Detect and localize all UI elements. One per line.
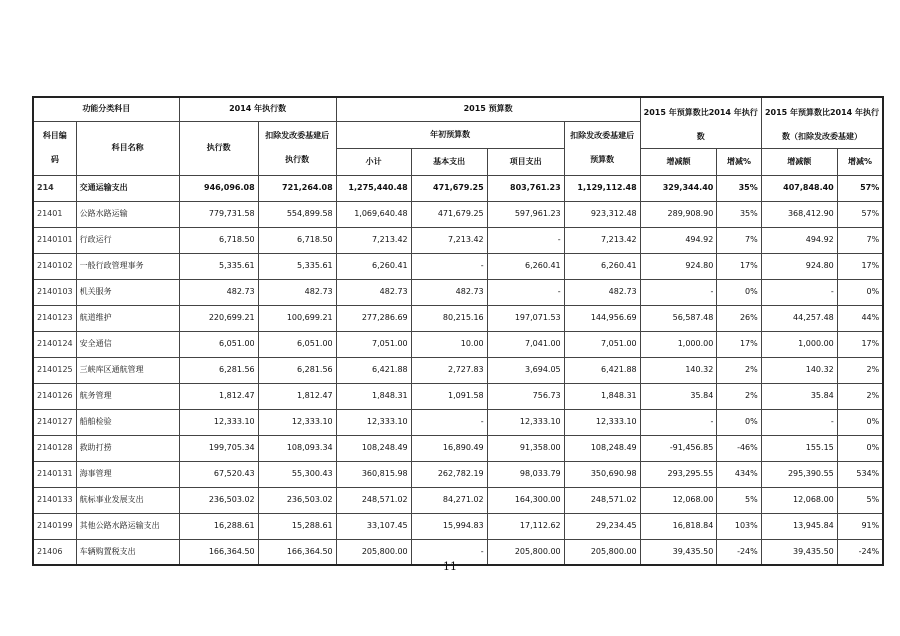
excl-exec-amount-cell: 166,364.50: [258, 539, 336, 565]
budget-2015-header: 2015 预算数: [336, 97, 640, 121]
budget-basic-cell: -: [411, 253, 487, 279]
budget-project-cell: 98,033.79: [487, 461, 564, 487]
budget-project-cell: 205,800.00: [487, 539, 564, 565]
subject-name-cell: 船舶检验: [76, 409, 179, 435]
excl-budget-header: [564, 121, 640, 175]
excl-exec-amount-cell: 6,718.50: [258, 227, 336, 253]
budget-basic-cell: 80,215.16: [411, 305, 487, 331]
change-percent-cell: 0%: [717, 279, 761, 305]
budget-project-cell: 7,041.00: [487, 331, 564, 357]
budget-subtotal-cell: 33,107.45: [336, 513, 411, 539]
table-row: [33, 227, 883, 253]
change-percent-cell: 5%: [717, 487, 761, 513]
budget-subtotal-cell: 360,815.98: [336, 461, 411, 487]
change-amount-cell: 39,435.50: [640, 539, 717, 565]
excl-exec-amount-cell: 482.73: [258, 279, 336, 305]
budget-basic-cell: 482.73: [411, 279, 487, 305]
change-percent-excl-cell: 2%: [837, 383, 883, 409]
change-amount-excl-cell: 407,848.40: [761, 175, 837, 201]
change-percent-cell: 35%: [717, 201, 761, 227]
exec-2014-header: 2014 年执行数: [179, 97, 336, 121]
excl-budget-amount-cell: 29,234.45: [564, 513, 640, 539]
change-percent-cell: 103%: [717, 513, 761, 539]
subject-name-cell: 公路水路运输: [76, 201, 179, 227]
subject-name-cell: 安全通信: [76, 331, 179, 357]
subject-code-cell: 2140103: [33, 279, 76, 305]
change-amount-excl-cell: 368,412.90: [761, 201, 837, 227]
change-percent-cell: 17%: [717, 331, 761, 357]
budget-basic-cell: 15,994.83: [411, 513, 487, 539]
subject-name-cell: 机关服务: [76, 279, 179, 305]
subject-code-cell: 2140128: [33, 435, 76, 461]
change-percent-cell: 434%: [717, 461, 761, 487]
change-amount-cell: 16,818.84: [640, 513, 717, 539]
excl-exec-line1: 扣除发改委基建后: [265, 131, 330, 140]
budget-basic-cell: -: [411, 539, 487, 565]
budget-basic-cell: 471,679.25: [411, 201, 487, 227]
subject-name-cell: 救助打捞: [76, 435, 179, 461]
excl-budget-amount-cell: 108,248.49: [564, 435, 640, 461]
budget-subtotal-cell: 277,286.69: [336, 305, 411, 331]
budget-subtotal-cell: 7,213.42: [336, 227, 411, 253]
budget-subtotal-cell: 12,333.10: [336, 409, 411, 435]
budget-basic-cell: 16,890.49: [411, 435, 487, 461]
subject-name-cell: 一般行政管理事务: [76, 253, 179, 279]
change-percent-excl-cell: 91%: [837, 513, 883, 539]
excl-exec-amount-cell: 12,333.10: [258, 409, 336, 435]
excl-exec-header: [258, 121, 336, 175]
budget-subtotal-cell: 6,260.41: [336, 253, 411, 279]
exec-amount-cell: 946,096.08: [179, 175, 258, 201]
change-percent-excl-cell: -24%: [837, 539, 883, 565]
change-percent-cell: 0%: [717, 409, 761, 435]
exec-amount-cell: 779,731.58: [179, 201, 258, 227]
excl-budget-amount-cell: 923,312.48: [564, 201, 640, 227]
change-amount-excl-cell: 924.80: [761, 253, 837, 279]
change-percent-cell: 7%: [717, 227, 761, 253]
change-percent-cell: 2%: [717, 357, 761, 383]
budget-project-cell: 164,300.00: [487, 487, 564, 513]
change-amount-cell: 494.92: [640, 227, 717, 253]
table-row: [33, 279, 883, 305]
project-header: 项目支出: [487, 148, 564, 175]
header-row-1: [33, 97, 883, 121]
change-percent-cell: 17%: [717, 253, 761, 279]
budget-project-cell: -: [487, 279, 564, 305]
excl-exec-line2: 执行数: [285, 155, 310, 164]
change-percent-excl-cell: 0%: [837, 279, 883, 305]
comparison-excl-line2: 数（扣除发改委基建）: [782, 132, 862, 141]
budget-project-cell: 12,333.10: [487, 409, 564, 435]
change-percent-cell: 35%: [717, 175, 761, 201]
change-percent-cell: 2%: [717, 383, 761, 409]
table-row: [33, 305, 883, 331]
change-amount-excl-cell: 295,390.55: [761, 461, 837, 487]
subject-code-cell: 2140131: [33, 461, 76, 487]
exec-amount-cell: 1,812.47: [179, 383, 258, 409]
budget-project-cell: 197,071.53: [487, 305, 564, 331]
change-amount-excl-cell: 44,257.48: [761, 305, 837, 331]
subject-code-cell: 2140133: [33, 487, 76, 513]
change-amount-cell: 1,000.00: [640, 331, 717, 357]
change-amount-excl-cell: 39,435.50: [761, 539, 837, 565]
budget-subtotal-cell: 1,848.31: [336, 383, 411, 409]
exec-amount-cell: 199,705.34: [179, 435, 258, 461]
change-percent-excl-cell: 57%: [837, 175, 883, 201]
table-row: [33, 175, 883, 201]
change-amount-header: 增减额: [640, 148, 717, 175]
budget-subtotal-cell: 248,571.02: [336, 487, 411, 513]
exec-amount-cell: 12,333.10: [179, 409, 258, 435]
excl-budget-amount-cell: 12,333.10: [564, 409, 640, 435]
exec-amount-header: 执行数: [179, 121, 258, 175]
excl-budget-amount-cell: 205,800.00: [564, 539, 640, 565]
change-percent-excl-cell: 0%: [837, 409, 883, 435]
comparison-exec-header: [640, 97, 761, 148]
subject-name-cell: 交通运输支出: [76, 175, 179, 201]
change-percent-excl-cell: 7%: [837, 227, 883, 253]
table-row: [33, 487, 883, 513]
excl-budget-amount-cell: 1,129,112.48: [564, 175, 640, 201]
subject-name-cell: 其他公路水路运输支出: [76, 513, 179, 539]
budget-table: [32, 96, 884, 566]
subject-code-cell: 2140127: [33, 409, 76, 435]
budget-subtotal-cell: 1,275,440.48: [336, 175, 411, 201]
excl-exec-amount-cell: 108,093.34: [258, 435, 336, 461]
change-amount-cell: 140.32: [640, 357, 717, 383]
subject-name-cell: 航道维护: [76, 305, 179, 331]
comparison-excl-line1: 2015 年预算数比2014 年执行: [764, 108, 880, 117]
budget-project-cell: 803,761.23: [487, 175, 564, 201]
change-percent-excl-cell: 17%: [837, 253, 883, 279]
comparison-exec-line1: 2015 年预算数比2014 年执行: [643, 108, 758, 117]
subject-code-cell: 2140102: [33, 253, 76, 279]
budget-project-cell: 3,694.05: [487, 357, 564, 383]
budget-project-cell: 17,112.62: [487, 513, 564, 539]
change-amount-excl-cell: 494.92: [761, 227, 837, 253]
subject-name-cell: 海事管理: [76, 461, 179, 487]
change-amount-excl-cell: 140.32: [761, 357, 837, 383]
exec-amount-cell: 6,051.00: [179, 331, 258, 357]
change-amount-excl-cell: 13,945.84: [761, 513, 837, 539]
exec-amount-cell: 6,281.56: [179, 357, 258, 383]
change-amount-excl-cell: 12,068.00: [761, 487, 837, 513]
change-amount-cell: 12,068.00: [640, 487, 717, 513]
excl-budget-amount-cell: 7,213.42: [564, 227, 640, 253]
budget-project-cell: 6,260.41: [487, 253, 564, 279]
change-percent-excl-cell: 5%: [837, 487, 883, 513]
excl-exec-amount-cell: 15,288.61: [258, 513, 336, 539]
exec-amount-cell: 220,699.21: [179, 305, 258, 331]
excl-exec-amount-cell: 554,899.58: [258, 201, 336, 227]
table-row: [33, 435, 883, 461]
subject-name-cell: 车辆购置税支出: [76, 539, 179, 565]
excl-exec-amount-cell: 721,264.08: [258, 175, 336, 201]
excl-budget-amount-cell: 7,051.00: [564, 331, 640, 357]
change-percent-excl-cell: 534%: [837, 461, 883, 487]
budget-basic-cell: 262,782.19: [411, 461, 487, 487]
excl-exec-amount-cell: 236,503.02: [258, 487, 336, 513]
excl-exec-amount-cell: 100,699.21: [258, 305, 336, 331]
budget-basic-cell: 1,091.58: [411, 383, 487, 409]
table-row: [33, 201, 883, 227]
change-percent-2-header: 增减%: [837, 148, 883, 175]
excl-budget-amount-cell: 350,690.98: [564, 461, 640, 487]
change-amount-cell: 924.80: [640, 253, 717, 279]
budget-project-cell: 91,358.00: [487, 435, 564, 461]
table-row: [33, 253, 883, 279]
code-header-line2: 码: [50, 155, 59, 164]
exec-amount-cell: 6,718.50: [179, 227, 258, 253]
change-percent-excl-cell: 17%: [837, 331, 883, 357]
change-amount-cell: -91,456.85: [640, 435, 717, 461]
change-amount-excl-cell: -: [761, 279, 837, 305]
change-percent-cell: 26%: [717, 305, 761, 331]
comparison-excl-header: [761, 97, 883, 148]
subject-code-cell: 214: [33, 175, 76, 201]
comparison-exec-line2: 数: [696, 132, 705, 141]
excl-exec-amount-cell: 1,812.47: [258, 383, 336, 409]
exec-amount-cell: 16,288.61: [179, 513, 258, 539]
excl-budget-amount-cell: 248,571.02: [564, 487, 640, 513]
budget-subtotal-cell: 6,421.88: [336, 357, 411, 383]
excl-budget-amount-cell: 144,956.69: [564, 305, 640, 331]
budget-subtotal-cell: 482.73: [336, 279, 411, 305]
subject-name-header: 科目名称: [76, 121, 179, 175]
subject-code-cell: 2140123: [33, 305, 76, 331]
change-percent-cell: -24%: [717, 539, 761, 565]
change-amount-excl-cell: 1,000.00: [761, 331, 837, 357]
subject-name-cell: 航务管理: [76, 383, 179, 409]
budget-basic-cell: 84,271.02: [411, 487, 487, 513]
excl-exec-amount-cell: 6,051.00: [258, 331, 336, 357]
code-header: [33, 121, 76, 175]
table-row: [33, 409, 883, 435]
change-amount-excl-cell: 35.84: [761, 383, 837, 409]
page-number: 11: [443, 560, 457, 573]
subject-name-cell: 航标事业发展支出: [76, 487, 179, 513]
subject-code-cell: 21401: [33, 201, 76, 227]
budget-subtotal-cell: 108,248.49: [336, 435, 411, 461]
budget-basic-cell: 471,679.25: [411, 175, 487, 201]
change-amount-cell: 329,344.40: [640, 175, 717, 201]
change-amount-cell: 289,908.90: [640, 201, 717, 227]
subject-code-cell: 2140126: [33, 383, 76, 409]
table-row: [33, 383, 883, 409]
change-amount-excl-cell: -: [761, 409, 837, 435]
change-amount-cell: -: [640, 279, 717, 305]
change-amount-cell: 293,295.55: [640, 461, 717, 487]
table-row: [33, 357, 883, 383]
budget-basic-cell: 7,213.42: [411, 227, 487, 253]
excl-budget-amount-cell: 482.73: [564, 279, 640, 305]
excl-budget-line2: 预算数: [590, 155, 615, 164]
subject-code-cell: 2140101: [33, 227, 76, 253]
table-body: [33, 175, 883, 565]
change-amount-2-header: 增减额: [761, 148, 837, 175]
budget-basic-cell: 10.00: [411, 331, 487, 357]
subject-code-cell: 2140125: [33, 357, 76, 383]
initial-budget-header: 年初预算数: [336, 121, 564, 148]
change-percent-cell: -46%: [717, 435, 761, 461]
table-row: [33, 331, 883, 357]
subject-code-cell: 21406: [33, 539, 76, 565]
change-amount-excl-cell: 155.15: [761, 435, 837, 461]
exec-amount-cell: 166,364.50: [179, 539, 258, 565]
table-row: [33, 513, 883, 539]
excl-budget-amount-cell: 6,260.41: [564, 253, 640, 279]
change-amount-cell: 56,587.48: [640, 305, 717, 331]
excl-exec-amount-cell: 6,281.56: [258, 357, 336, 383]
subject-code-cell: 2140199: [33, 513, 76, 539]
change-percent-excl-cell: 0%: [837, 435, 883, 461]
exec-amount-cell: 482.73: [179, 279, 258, 305]
basic-header: 基本支出: [411, 148, 487, 175]
subject-name-cell: 三峡库区通航管理: [76, 357, 179, 383]
budget-subtotal-cell: 205,800.00: [336, 539, 411, 565]
change-percent-excl-cell: 2%: [837, 357, 883, 383]
subject-code-cell: 2140124: [33, 331, 76, 357]
budget-basic-cell: -: [411, 409, 487, 435]
exec-amount-cell: 67,520.43: [179, 461, 258, 487]
excl-exec-amount-cell: 55,300.43: [258, 461, 336, 487]
exec-amount-cell: 236,503.02: [179, 487, 258, 513]
change-percent-excl-cell: 57%: [837, 201, 883, 227]
budget-project-cell: 756.73: [487, 383, 564, 409]
change-amount-cell: 35.84: [640, 383, 717, 409]
budget-subtotal-cell: 7,051.00: [336, 331, 411, 357]
excl-budget-line1: 扣除发改委基建后: [570, 131, 635, 140]
excl-budget-amount-cell: 1,848.31: [564, 383, 640, 409]
subject-name-cell: 行政运行: [76, 227, 179, 253]
change-amount-cell: -: [640, 409, 717, 435]
function-classification-header: 功能分类科目: [33, 97, 179, 121]
change-percent-excl-cell: 44%: [837, 305, 883, 331]
change-percent-header: 增减%: [717, 148, 761, 175]
budget-project-cell: -: [487, 227, 564, 253]
code-header-line1: 科目编: [42, 131, 67, 140]
excl-budget-amount-cell: 6,421.88: [564, 357, 640, 383]
subtotal-header: 小计: [336, 148, 411, 175]
budget-subtotal-cell: 1,069,640.48: [336, 201, 411, 227]
budget-basic-cell: 2,727.83: [411, 357, 487, 383]
table-row: [33, 461, 883, 487]
excl-exec-amount-cell: 5,335.61: [258, 253, 336, 279]
budget-project-cell: 597,961.23: [487, 201, 564, 227]
exec-amount-cell: 5,335.61: [179, 253, 258, 279]
